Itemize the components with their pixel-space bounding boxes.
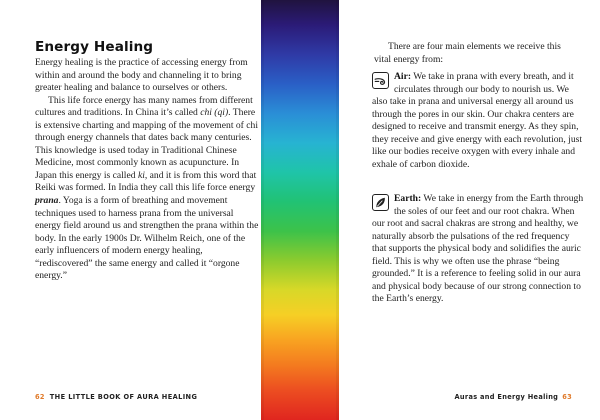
term-chi: chi (qi): [200, 107, 229, 119]
element-air-description: We take in prana with every breath, and it circulates through our body to nourish us. We also take in prana and universal energy all around us through the pores in our skin. Our chakra centers are designed to receive and transmit energy. As they spin, they receive and give energy with each revolution, just like our bodies receive oxygen with every inhale and exhale of carbon dioxide.: [372, 71, 583, 170]
running-section-title: Auras and Energy Healing: [454, 393, 559, 401]
text-run: . There is extensive charting and mapping of the movement of chi through energy channels that dates back many centuries. This knowledge is used today in Traditional Chinese Medicine, most commonly known as acupuncture. In Japan this energy is called: [35, 107, 258, 181]
left-page: [0, 0, 261, 420]
page-number-right: 63: [562, 393, 572, 401]
element-earth-description: We take in energy from the Earth through the soles of our feet and our root chakra. When our root and sacral chakras are strong and healthy, we naturally absorb the pulsations of the red frequency that supports the physical body and solidifies the auric field. This is why we often use the phrase “being grounded.” It is a reference to feeling solid in our aura and physical body because of our strong connection to the Earth’s energy.: [372, 193, 584, 305]
paragraph-2: [35, 95, 260, 283]
text-run: , and it is from this word that Reiki was formed. In India they call this life force energy: [35, 169, 257, 194]
element-earth-text: [372, 193, 585, 306]
term-ki: ki: [137, 169, 145, 181]
text-run: Energy healing is the practice of accessing energy from within and around the body and channeling it to bring greater healing and balance to ourselves or others.: [35, 57, 248, 94]
text-run: . Yoga is a form of breathing and movement techniques used to harness prana from the universal energy field around us and strengthen the prana within the body. In the early 1900s Dr. Wilhelm Reich, one of the early influencers of modern energy healing, “rediscovered” the same energy and called it “orgone energy.”: [35, 195, 259, 282]
element-air-text: [372, 71, 585, 171]
rainbow-gutter-band: [261, 0, 339, 420]
element-air: [372, 71, 585, 171]
term-prana: prana: [35, 195, 59, 207]
page-number-left: 62: [35, 393, 45, 401]
left-footer: [35, 393, 197, 401]
air-swirl-icon: [372, 72, 389, 89]
elements-intro: There are four main elements we receive this vital energy from:: [374, 41, 561, 65]
element-air-label: Air:: [394, 71, 412, 82]
text-run: This life force energy has many names from different cultures and traditions. In China it’s called: [35, 94, 253, 119]
running-book-title: THE LITTLE BOOK OF AURA HEALING: [49, 393, 198, 401]
section-heading: Energy Healing: [35, 39, 154, 55]
right-footer: [455, 393, 572, 401]
gutter-shadow-left: [261, 0, 264, 420]
paragraph-1: [35, 57, 260, 95]
element-earth: [372, 193, 585, 306]
right-page: [339, 0, 600, 420]
left-body-text: [35, 57, 260, 283]
earth-leaf-icon: [372, 194, 389, 211]
element-earth-label: Earth:: [394, 193, 422, 204]
